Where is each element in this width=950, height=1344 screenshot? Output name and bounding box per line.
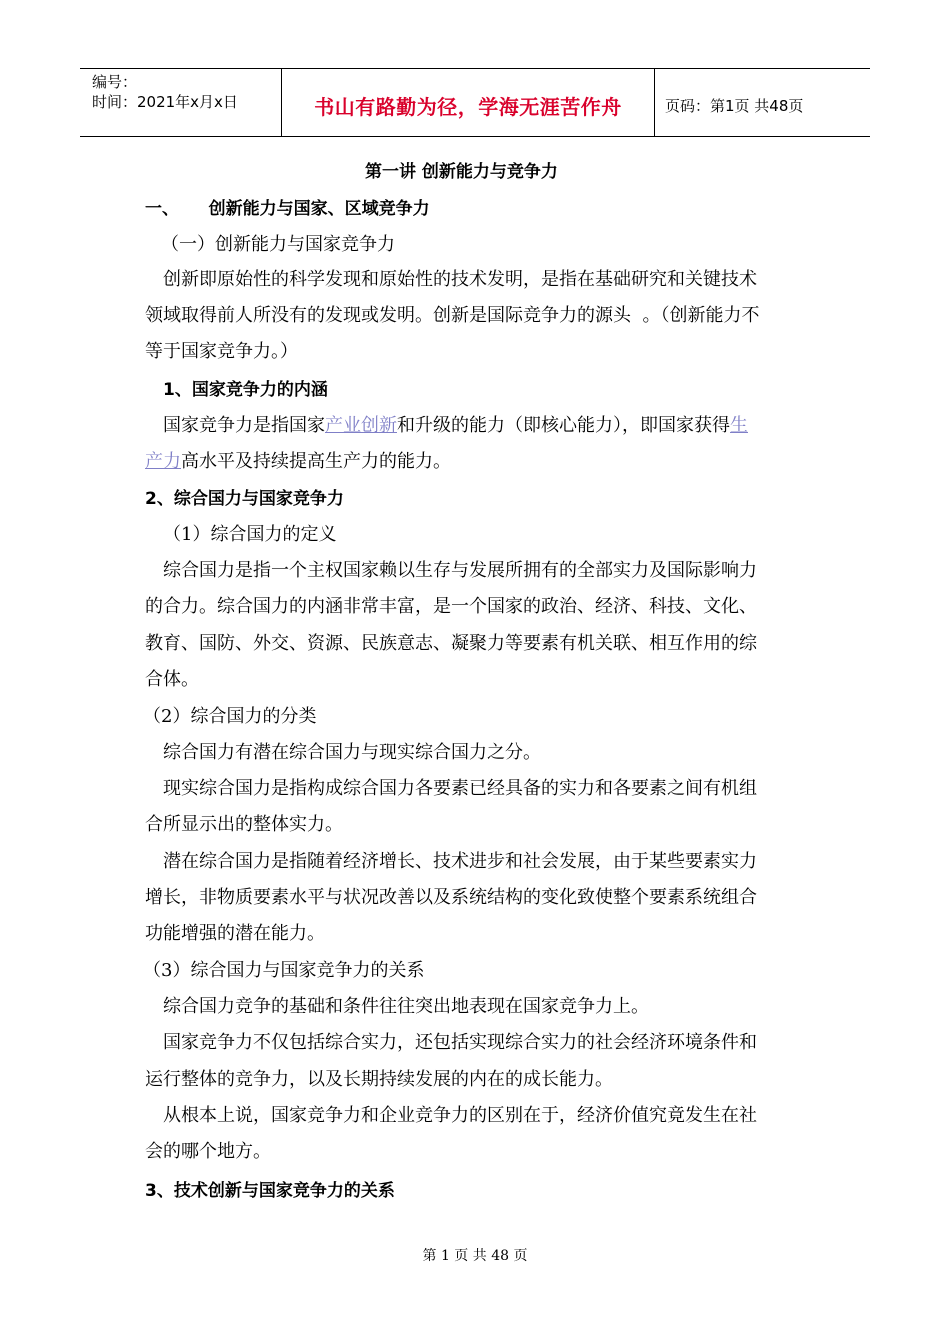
paragraph-line: 综合国力是指一个主权国家赖以生存与发展所拥有的全部实力及国际影响力 [163, 560, 757, 581]
paragraph-line: 合体。 [145, 669, 199, 690]
numbered-heading: 1、国家竞争力的内涵 [163, 380, 328, 400]
header-info-cell [80, 69, 282, 136]
page-label: 页码：第1页 共48页 [665, 97, 804, 115]
subsection-heading: （1）综合国力的定义 [163, 524, 337, 545]
paragraph-line: 国家竞争力不仅包括综合实力，还包括实现综合实力的社会经济环境条件和 [163, 1032, 757, 1053]
paragraph-line: 运行整体的竞争力，以及长期持续发展的内在的成长能力。 [145, 1069, 613, 1090]
page-footer: 第 1 页 共 48 页 [422, 1248, 528, 1264]
lecture-title: 第一讲 创新能力与竞争力 [365, 162, 558, 182]
motto-text: 书山有路勤为径，学海无涯苦作舟 [314, 95, 622, 119]
text-span: 和升级的能力（即核心能力），即国家获得 [397, 415, 730, 436]
number-label: 编号： [92, 73, 138, 91]
link-productivity[interactable]: 产力 [145, 451, 181, 472]
paragraph-line: 的合力。综合国力的内涵非常丰富，是一个国家的政治、经济、科技、文化、 [145, 596, 757, 617]
link-industry-innovation[interactable]: 产业创新 [325, 415, 397, 436]
header-table [80, 68, 870, 137]
paragraph-line: 从根本上说，国家竞争力和企业竞争力的区别在于，经济价值究竟发生在社 [163, 1105, 757, 1126]
paragraph-line: 现实综合国力是指构成综合国力各要素已经具备的实力和各要素之间有机组 [163, 778, 757, 799]
paragraph-line [163, 414, 748, 438]
time-label: 时间：2021年x月x日 [92, 93, 238, 111]
paragraph-line [145, 450, 451, 474]
paragraph-line: 教育、国防、外交、资源、民族意志、凝聚力等要素有机关联、相互作用的综 [145, 633, 757, 654]
paragraph-line: 创新即原始性的科学发现和原始性的技术发明，是指在基础研究和关键技术 [163, 269, 757, 290]
link-productivity[interactable]: 生 [730, 415, 748, 436]
paragraph-line: 合所显示出的整体实力。 [145, 814, 343, 835]
paragraph-line: 综合国力有潜在综合国力与现实综合国力之分。 [163, 742, 541, 763]
paragraph-line: 功能增强的潜在能力。 [145, 923, 325, 944]
numbered-heading: 2、综合国力与国家竞争力 [145, 489, 344, 509]
text-span: 高水平及持续提高生产力的能力。 [181, 451, 451, 472]
paragraph-line: 潜在综合国力是指随着经济增长、技术进步和社会发展，由于某些要素实力 [163, 851, 757, 872]
section-heading: 一、 创新能力与国家、区域竞争力 [145, 199, 430, 219]
subsection-heading: （2）综合国力的分类 [143, 706, 317, 727]
numbered-heading: 3、技术创新与国家竞争力的关系 [145, 1181, 395, 1201]
paragraph-line: 增长，非物质要素水平与状况改善以及系统结构的变化致使整个要素系统组合 [145, 887, 757, 908]
header-motto-cell [282, 69, 655, 136]
subsection-heading: （3）综合国力与国家竞争力的关系 [143, 960, 425, 981]
subsection-heading: （一）创新能力与国家竞争力 [161, 234, 395, 255]
paragraph-line: 等于国家竞争力。） [145, 341, 298, 362]
text-span: 国家竞争力是指国家 [163, 415, 325, 436]
header-page-cell [655, 69, 870, 136]
paragraph-line: 综合国力竞争的基础和条件往往突出地表现在国家竞争力上。 [163, 996, 649, 1017]
paragraph-line: 会的哪个地方。 [145, 1141, 271, 1162]
paragraph-line: 领域取得前人所没有的发现或发明。创新是国际竞争力的源头 。（创新能力不 [145, 305, 760, 326]
